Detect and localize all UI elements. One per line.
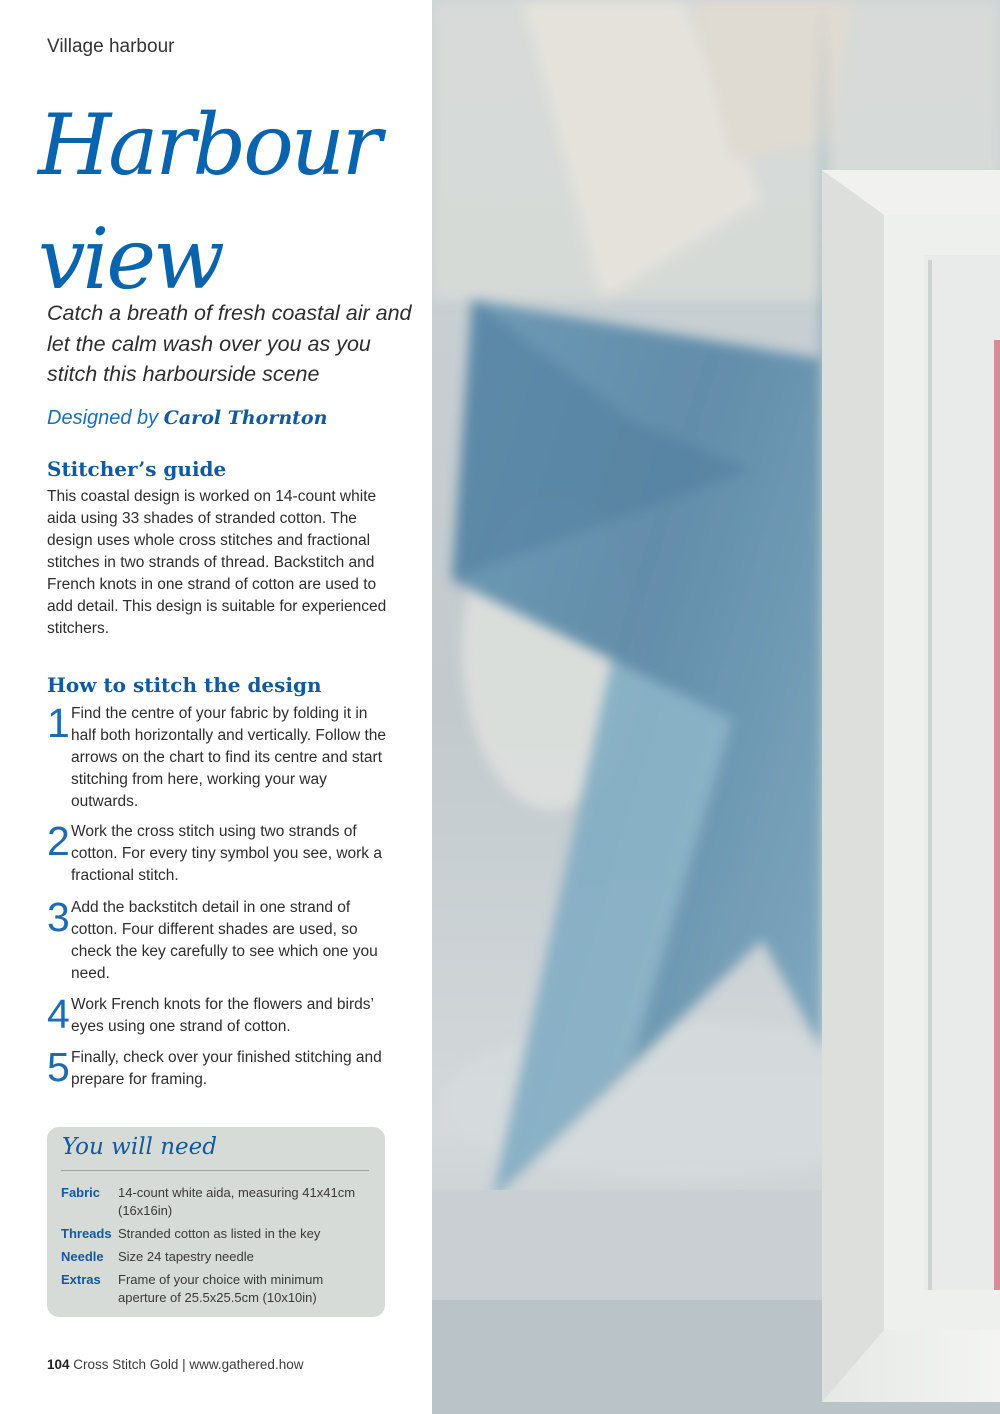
step-text: Work the cross stitch using two strands of cotton. For every tiny symbol you see, work a fractional stitch. [71,823,382,884]
footer-url: www.gathered.how [189,1357,304,1372]
need-label: Threads [61,1226,112,1241]
step-number: 1 [47,700,70,746]
step-text: Work French knots for the flowers and birds’ eyes using one strand of cotton. [71,996,374,1035]
how-to-heading: How to stitch the design [47,673,322,697]
step-text: Finally, check over your finished stitching and prepare for framing. [71,1049,382,1088]
need-value: Stranded cotton as listed in the key [118,1226,321,1241]
footer-separator: | [182,1357,186,1372]
designer-credit [47,407,327,430]
you-will-need-box [47,1127,385,1317]
designer-prefix: Designed by [47,407,159,429]
need-value: Frame of your choice with minimum aperture of 25.5x25.5cm (10x10in) [118,1272,324,1305]
need-value: Size 24 tapestry needle [118,1249,254,1264]
photo-illustration [432,0,1000,1414]
step-number: 3 [47,894,70,940]
step-2 [47,818,392,887]
need-label: Extras [61,1272,101,1287]
step-number: 5 [47,1044,70,1090]
step-4 [47,991,392,1038]
step-5 [47,1044,392,1091]
article-column [0,0,432,1414]
need-label: Needle [61,1249,104,1264]
need-item-extras [61,1271,371,1307]
step-text: Add the backstitch detail in one strand of cotton. Four different shades are used, so check the key carefully to see which one you need. [71,899,378,982]
designer-name: Carol Thornton [163,407,328,429]
hero-photo [432,0,1000,1414]
step-3 [47,894,392,985]
need-label: Fabric [61,1185,101,1200]
stitchers-guide-body: This coastal design is worked on 14-count white aida using 33 shades of stranded cotton. The design uses whole cross stitches and fractional stitches in two strands of thread. Backstitch and French knots in one strand of cotton are used to add detail. This design is suitable for experienced stitchers. [47,488,387,637]
need-item-threads [61,1225,371,1243]
step-number: 2 [47,818,70,864]
article-title [38,88,379,316]
standfirst: Catch a breath of fresh coastal air and let the calm wash over you as you stitch this harbourside scene [47,301,412,386]
divider [61,1170,369,1171]
step-number: 4 [47,991,70,1037]
need-item-fabric [61,1184,371,1220]
need-item-needle [61,1248,371,1266]
step-text: Find the centre of your fabric by folding it in half both horizontally and vertically. Follow the arrows on the chart to find its centre and start stitching from here, working your way outwards. [71,705,387,810]
magazine-name: Cross Stitch Gold [73,1357,179,1372]
page-footer [47,1357,303,1372]
you-will-need-heading: You will need [62,1134,217,1160]
step-1 [47,700,392,813]
page-number: 104 [47,1357,70,1372]
stitchers-guide-heading: Stitcher’s guide [47,457,227,481]
title-line-1: Harbour [38,96,380,194]
title-line-2: view [38,210,222,308]
section-label: Village harbour [47,36,175,57]
need-value: 14-count white aida, measuring 41x41cm (16x16in) [118,1185,356,1218]
